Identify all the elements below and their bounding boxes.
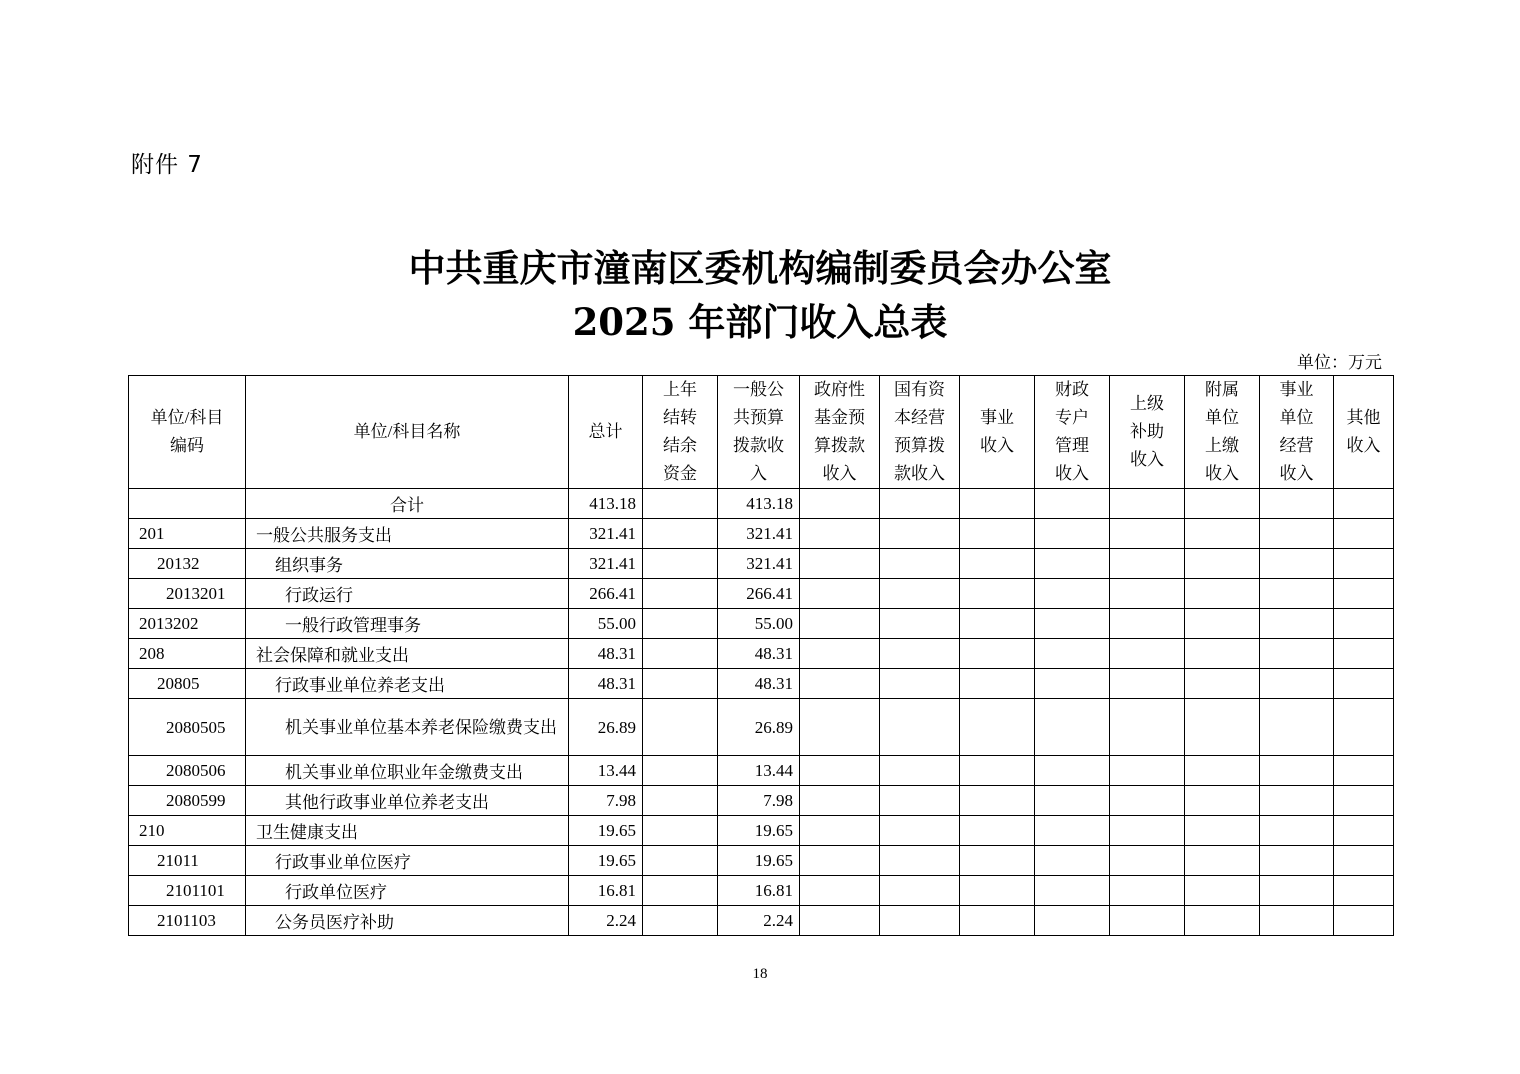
row-total: 321.41 (569, 519, 643, 549)
col-header-state-capital: 国有资本经营预算拨款收入 (880, 376, 960, 489)
row-carryover (643, 519, 718, 549)
row-total: 19.65 (569, 816, 643, 846)
attachment-label: 附件 7 (131, 152, 203, 178)
row-name: 社会保障和就业支出 (246, 639, 569, 669)
row-name: 一般公共服务支出 (246, 519, 569, 549)
row-general-budget: 19.65 (718, 846, 800, 876)
col-header-subsidiary-income: 附属单位上缴收入 (1185, 376, 1260, 489)
row-code: 208 (129, 639, 246, 669)
row-code: 2013201 (129, 579, 246, 609)
table-row (129, 639, 1394, 669)
row-name: 组织事务 (246, 549, 569, 579)
row-name: 一般行政管理事务 (246, 609, 569, 639)
row-code: 201 (129, 519, 246, 549)
row-total: 2.24 (569, 906, 643, 936)
col-header-carryover: 上年结转结余资金 (643, 376, 718, 489)
col-header-gov-fund: 政府性基金预算拨款收入 (800, 376, 880, 489)
row-carryover (643, 876, 718, 906)
row-general-budget: 266.41 (718, 579, 800, 609)
row-carryover (643, 699, 718, 756)
row-code: 2080506 (129, 756, 246, 786)
table-row (129, 756, 1394, 786)
row-total: 16.81 (569, 876, 643, 906)
row-name: 行政事业单位养老支出 (246, 669, 569, 699)
row-carryover (643, 906, 718, 936)
row-code: 20132 (129, 549, 246, 579)
row-total: 321.41 (569, 549, 643, 579)
table-row (129, 609, 1394, 639)
col-header-total: 总计 (569, 376, 643, 489)
row-general-budget: 26.89 (718, 699, 800, 756)
row-name: 其他行政事业单位养老支出 (246, 786, 569, 816)
table-row (129, 579, 1394, 609)
table-row (129, 786, 1394, 816)
row-total: 48.31 (569, 669, 643, 699)
col-header-operating-income: 事业单位经营收入 (1260, 376, 1334, 489)
col-header-superior-subsidy: 上级补助收入 (1110, 376, 1185, 489)
row-general-budget: 13.44 (718, 756, 800, 786)
row-code: 210 (129, 816, 246, 846)
col-header-code: 单位/科目编码 (129, 376, 246, 489)
row-total: 26.89 (569, 699, 643, 756)
row-name: 卫生健康支出 (246, 816, 569, 846)
row-carryover (643, 549, 718, 579)
table-row (129, 519, 1394, 549)
row-name: 行政运行 (246, 579, 569, 609)
row-general-budget: 19.65 (718, 816, 800, 846)
row-total: 7.98 (569, 786, 643, 816)
col-header-special-account: 财政专户管理收入 (1035, 376, 1110, 489)
row-carryover (643, 669, 718, 699)
col-header-name: 单位/科目名称 (246, 376, 569, 489)
row-general-budget: 16.81 (718, 876, 800, 906)
row-name: 公务员医疗补助 (246, 906, 569, 936)
row-carryover (643, 756, 718, 786)
row-name: 行政事业单位医疗 (246, 846, 569, 876)
row-carryover (643, 786, 718, 816)
row-code: 2080505 (129, 699, 246, 756)
row-carryover (643, 489, 718, 519)
income-summary-table (128, 375, 1394, 936)
page-title-line-2: 2025 年部门收入总表 (572, 300, 948, 344)
row-total: 55.00 (569, 609, 643, 639)
row-general-budget: 413.18 (718, 489, 800, 519)
row-general-budget: 48.31 (718, 669, 800, 699)
table-row (129, 906, 1394, 936)
table-row (129, 549, 1394, 579)
row-total: 13.44 (569, 756, 643, 786)
row-code: 2080599 (129, 786, 246, 816)
row-code: 2101103 (129, 906, 246, 936)
row-name: 合计 (246, 489, 569, 519)
row-general-budget: 55.00 (718, 609, 800, 639)
page-title-line-1: 中共重庆市潼南区委机构编制委员会办公室 (408, 246, 1112, 290)
row-code: 21011 (129, 846, 246, 876)
unit-label: 单位：万元 (1297, 353, 1382, 372)
row-carryover (643, 579, 718, 609)
table-row (129, 876, 1394, 906)
row-carryover (643, 639, 718, 669)
row-general-budget: 2.24 (718, 906, 800, 936)
row-code: 2101101 (129, 876, 246, 906)
row-general-budget: 7.98 (718, 786, 800, 816)
row-code: 20805 (129, 669, 246, 699)
row-general-budget: 48.31 (718, 639, 800, 669)
table-row (129, 699, 1394, 756)
row-total: 19.65 (569, 846, 643, 876)
page-number: 18 (752, 966, 768, 982)
col-header-general-budget: 一般公共预算拨款收入 (718, 376, 800, 489)
col-header-business-income: 事业收入 (960, 376, 1035, 489)
table-row (129, 489, 1394, 519)
table-row (129, 846, 1394, 876)
row-name: 机关事业单位职业年金缴费支出 (246, 756, 569, 786)
table-row (129, 816, 1394, 846)
row-name: 行政单位医疗 (246, 876, 569, 906)
row-carryover (643, 846, 718, 876)
row-general-budget: 321.41 (718, 549, 800, 579)
col-header-other-income: 其他收入 (1334, 376, 1394, 489)
row-carryover (643, 609, 718, 639)
row-total: 48.31 (569, 639, 643, 669)
row-carryover (643, 816, 718, 846)
table-header-row (129, 376, 1394, 489)
row-code (129, 489, 246, 519)
row-total: 413.18 (569, 489, 643, 519)
table-row (129, 669, 1394, 699)
row-name: 机关事业单位基本养老保险缴费支出 (246, 699, 569, 756)
row-general-budget: 321.41 (718, 519, 800, 549)
row-total: 266.41 (569, 579, 643, 609)
row-code: 2013202 (129, 609, 246, 639)
